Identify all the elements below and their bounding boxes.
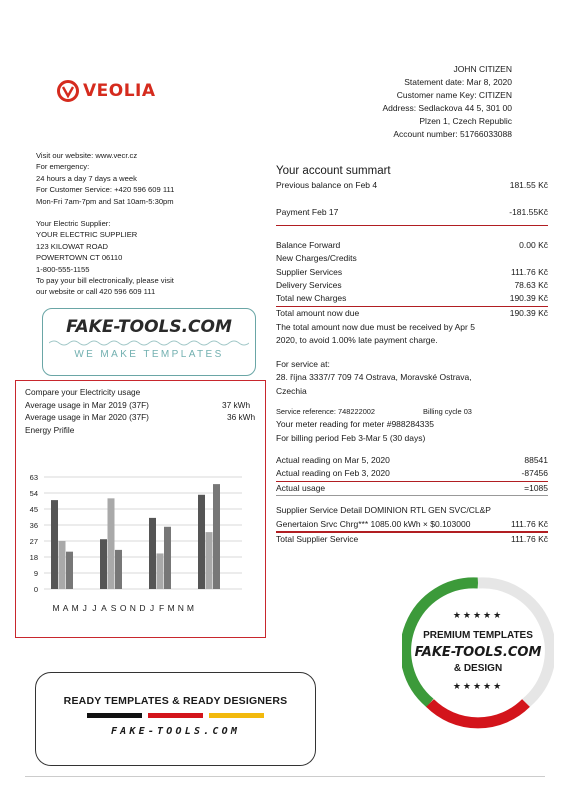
due-note-1 bbox=[276, 321, 548, 334]
chart-y-tick-label: 9 bbox=[33, 569, 38, 578]
chart-bar bbox=[213, 484, 220, 589]
banner-subtitle: FAKE-TOOLS.COM bbox=[110, 726, 241, 737]
total-new-charges-row bbox=[276, 292, 548, 305]
supplier-name: YOUR ELECTRIC SUPPLIER bbox=[36, 230, 138, 240]
contact-info bbox=[36, 150, 174, 298]
chart-y-tick-label: 45 bbox=[29, 505, 38, 514]
meter-reading-label: Your meter reading for meter #988284335 bbox=[276, 419, 434, 430]
chart-x-tick-label: M bbox=[167, 603, 175, 613]
billing-period: For billing period Feb 3-Mar 5 (30 days) bbox=[276, 432, 426, 443]
chart-bar bbox=[206, 532, 213, 589]
seal-line-3: & DESIGN bbox=[453, 663, 503, 674]
chart-bar bbox=[149, 518, 156, 589]
chart-y-tick-label: 54 bbox=[29, 489, 38, 498]
chart-x-tick-label: J bbox=[92, 603, 97, 613]
previous-balance-row bbox=[276, 179, 548, 192]
chart-y-tick-label: 63 bbox=[29, 473, 38, 482]
chart-y-tick-label: 0 bbox=[33, 585, 38, 594]
due-note-line-1: The total amount now due must be received by Apr 5 bbox=[276, 321, 475, 332]
veolia-logo-icon bbox=[57, 80, 79, 102]
total-due-value: 190.39 Kč bbox=[509, 308, 548, 319]
summary-title: Your account summart bbox=[276, 165, 391, 177]
address-line-2: Plzen 1, Czech Republic bbox=[419, 116, 512, 126]
usage-row-1-label: Average usage in Mar 2019 (37F) bbox=[25, 400, 149, 410]
brand-name: VEOLIA bbox=[83, 81, 156, 101]
new-charges-heading: New Charges/Credits bbox=[276, 253, 357, 264]
total-supplier-row bbox=[276, 533, 548, 546]
payment-row bbox=[276, 206, 548, 219]
billing-period-row bbox=[276, 432, 548, 445]
generation-charge-value: 111.76 Kč bbox=[510, 518, 548, 529]
chart-x-tick-label: F bbox=[158, 603, 165, 613]
chart-bar bbox=[59, 541, 66, 589]
chart-bar bbox=[66, 552, 73, 589]
account-summary bbox=[276, 164, 548, 546]
payment-value: -181.55Kč bbox=[509, 207, 548, 218]
chart-x-tick-label: J bbox=[82, 603, 87, 613]
usage-row-2-value: 36 kWh bbox=[227, 412, 256, 422]
chart-x-tick-label: A bbox=[101, 603, 107, 613]
chart-bar bbox=[51, 500, 58, 589]
customer-key: Customer name Key: CITIZEN bbox=[396, 90, 512, 100]
chart-y-tick-label: 36 bbox=[29, 521, 38, 530]
supplier-city: POWERTOWN CT 06110 bbox=[36, 253, 123, 263]
balance-forward-row bbox=[276, 239, 548, 252]
generation-charge-label: Genertaion Srvc Chrg*** 1085.00 kWh × $0.103000 bbox=[276, 518, 471, 529]
customer-header bbox=[383, 63, 512, 141]
delivery-services-row bbox=[276, 279, 548, 292]
chart-x-tick-label: A bbox=[62, 603, 69, 613]
payment-label: Payment Feb 17 bbox=[276, 207, 339, 218]
usage-row-2-label: Average usage in Mar 2020 (37F) bbox=[25, 412, 149, 422]
usage-title: Compare your Electricity usage bbox=[25, 387, 141, 397]
previous-balance-value: 181.55 Kč bbox=[509, 180, 548, 190]
billing-cycle: Billing cycle 03 bbox=[423, 407, 472, 417]
chart-y-tick-label: 18 bbox=[29, 553, 38, 562]
pay-line-1: To pay your bill electronically, please visit bbox=[36, 276, 174, 286]
supplier-services-label: Supplier Services bbox=[276, 266, 343, 277]
actual-usage-label: Actual usage bbox=[276, 483, 326, 494]
chart-x-tick-label: O bbox=[119, 603, 127, 613]
chart-y-tick-label: 27 bbox=[29, 537, 38, 546]
supplier-detail: Supplier Service Detail DOMINION RTL GEN SVC/CL&P bbox=[276, 505, 491, 516]
emergency-hours: 24 hours a day 7 days a week bbox=[36, 173, 137, 183]
chart-x-tick-label: M bbox=[71, 603, 79, 613]
energy-profile-label: Energy Prifile bbox=[25, 425, 75, 435]
due-note-line-2: 2020, to avoid 1.00% late payment charge. bbox=[276, 334, 438, 345]
supplier-phone: 1-800-555-1155 bbox=[36, 264, 90, 274]
premium-seal bbox=[402, 570, 554, 737]
watermark-title: FAKE-TOOLS.COM bbox=[66, 317, 232, 337]
chart-x-tick-label: J bbox=[149, 603, 155, 613]
service-reference-row bbox=[276, 405, 548, 418]
usage-row-1-value: 37 kWh bbox=[222, 400, 251, 410]
energy-profile-chart bbox=[16, 381, 264, 636]
flag-stripes bbox=[36, 713, 315, 718]
supplier-heading: Your Electric Supplier: bbox=[36, 219, 111, 229]
address-line-1: Address: Sedlackova 44 5, 301 00 bbox=[382, 103, 512, 113]
service-hours: Mon-Fri 7am-7pm and Sat 10am-5:30pm bbox=[36, 196, 174, 206]
total-supplier-label: Total Supplier Service bbox=[276, 533, 359, 544]
actual-reading-feb-row bbox=[276, 467, 548, 480]
meter-reading-row bbox=[276, 418, 548, 431]
service-at-label: For service at: bbox=[276, 359, 330, 370]
service-reference: Service reference: 748222002 bbox=[276, 407, 376, 417]
actual-usage-value: =1085 bbox=[524, 483, 548, 494]
flag-stripe-black bbox=[87, 713, 142, 718]
actual-reading-mar-value: 88541 bbox=[524, 454, 548, 465]
seal-stars-top: ★★★★★ bbox=[452, 610, 504, 620]
total-due-label: Total amount now due bbox=[276, 308, 360, 319]
balance-forward-value: 0.00 Kč bbox=[519, 240, 548, 251]
chart-bar bbox=[108, 498, 115, 589]
customer-service-phone: For Customer Service: +420 596 609 111 bbox=[36, 185, 175, 195]
service-address-line-1: 28. října 3337/7 709 74 Ostrava, Moravské Ostrava, bbox=[276, 372, 472, 383]
watermark-wave-icon bbox=[49, 339, 249, 347]
usage-comparison-box bbox=[15, 380, 266, 638]
chart-x-tick-label: M bbox=[186, 603, 194, 613]
actual-reading-mar-row bbox=[276, 454, 548, 467]
new-charges-heading-row bbox=[276, 252, 548, 265]
chart-x-tick-label: M bbox=[52, 603, 60, 613]
delivery-services-value: 78.63 Kč bbox=[514, 280, 548, 291]
actual-reading-feb-label: Actual reading on Feb 3, 2020 bbox=[276, 468, 390, 479]
total-new-charges-value: 190.39 Kč bbox=[509, 293, 548, 304]
chart-x-tick-label: D bbox=[139, 603, 146, 613]
total-supplier-value: 111.76 Kč bbox=[510, 533, 548, 544]
balance-forward-label: Balance Forward bbox=[276, 240, 341, 251]
account-number: Account number: 51766033088 bbox=[393, 129, 512, 139]
supplier-street: 123 KILOWAT ROAD bbox=[36, 241, 109, 251]
customer-name: JOHN CITIZEN bbox=[453, 64, 512, 74]
actual-usage-row bbox=[276, 482, 548, 495]
flag-stripe-gold bbox=[209, 713, 264, 718]
supplier-services-row bbox=[276, 266, 548, 279]
previous-balance-label: Previous balance on Feb 4 bbox=[276, 180, 378, 190]
due-note-2 bbox=[276, 334, 548, 347]
actual-reading-feb-value: -87456 bbox=[521, 468, 548, 479]
seal-line-1: PREMIUM TEMPLATES bbox=[423, 630, 533, 641]
chart-bar bbox=[115, 550, 122, 589]
flag-stripe-red bbox=[148, 713, 203, 718]
delivery-services-label: Delivery Services bbox=[276, 280, 342, 291]
total-new-charges-label: Total new Charges bbox=[276, 293, 347, 304]
website-line: Visit our website: www.vecr.cz bbox=[36, 151, 138, 160]
chart-x-tick-label: N bbox=[129, 603, 136, 613]
banner-title: READY TEMPLATES & READY DESIGNERS bbox=[63, 695, 288, 707]
chart-x-tick-label: S bbox=[110, 603, 117, 613]
watermark-box bbox=[42, 308, 256, 376]
service-at-row bbox=[276, 358, 548, 371]
seal-line-2: FAKE-TOOLS.COM bbox=[414, 645, 542, 660]
pay-line-2: our website or call 420 596 609 111 bbox=[36, 287, 156, 297]
statement-date: Statement date: Mar 8, 2020 bbox=[404, 77, 512, 87]
supplier-services-value: 111.76 Kč bbox=[510, 266, 548, 277]
service-address-row-2 bbox=[276, 385, 548, 398]
actual-reading-mar-label: Actual reading on Mar 5, 2020 bbox=[276, 454, 390, 465]
chart-bar bbox=[100, 539, 107, 589]
watermark-subtitle: WE MAKE TEMPLATES bbox=[74, 349, 224, 360]
supplier-detail-row bbox=[276, 504, 548, 517]
service-address-row-1 bbox=[276, 371, 548, 384]
chart-bar bbox=[198, 495, 205, 589]
veolia-logo bbox=[57, 80, 156, 102]
service-address-line-2: Czechia bbox=[276, 385, 307, 396]
emergency-label: For emergency: bbox=[36, 162, 90, 172]
chart-bar bbox=[157, 553, 164, 589]
chart-x-tick-label: N bbox=[177, 603, 184, 613]
chart-bar bbox=[164, 527, 171, 589]
watermark-banner bbox=[35, 672, 316, 766]
generation-charge-row bbox=[276, 518, 548, 531]
page-bottom-rule bbox=[25, 776, 545, 777]
total-due-row bbox=[276, 307, 548, 320]
seal-stars-bottom: ★★★★★ bbox=[452, 681, 504, 691]
